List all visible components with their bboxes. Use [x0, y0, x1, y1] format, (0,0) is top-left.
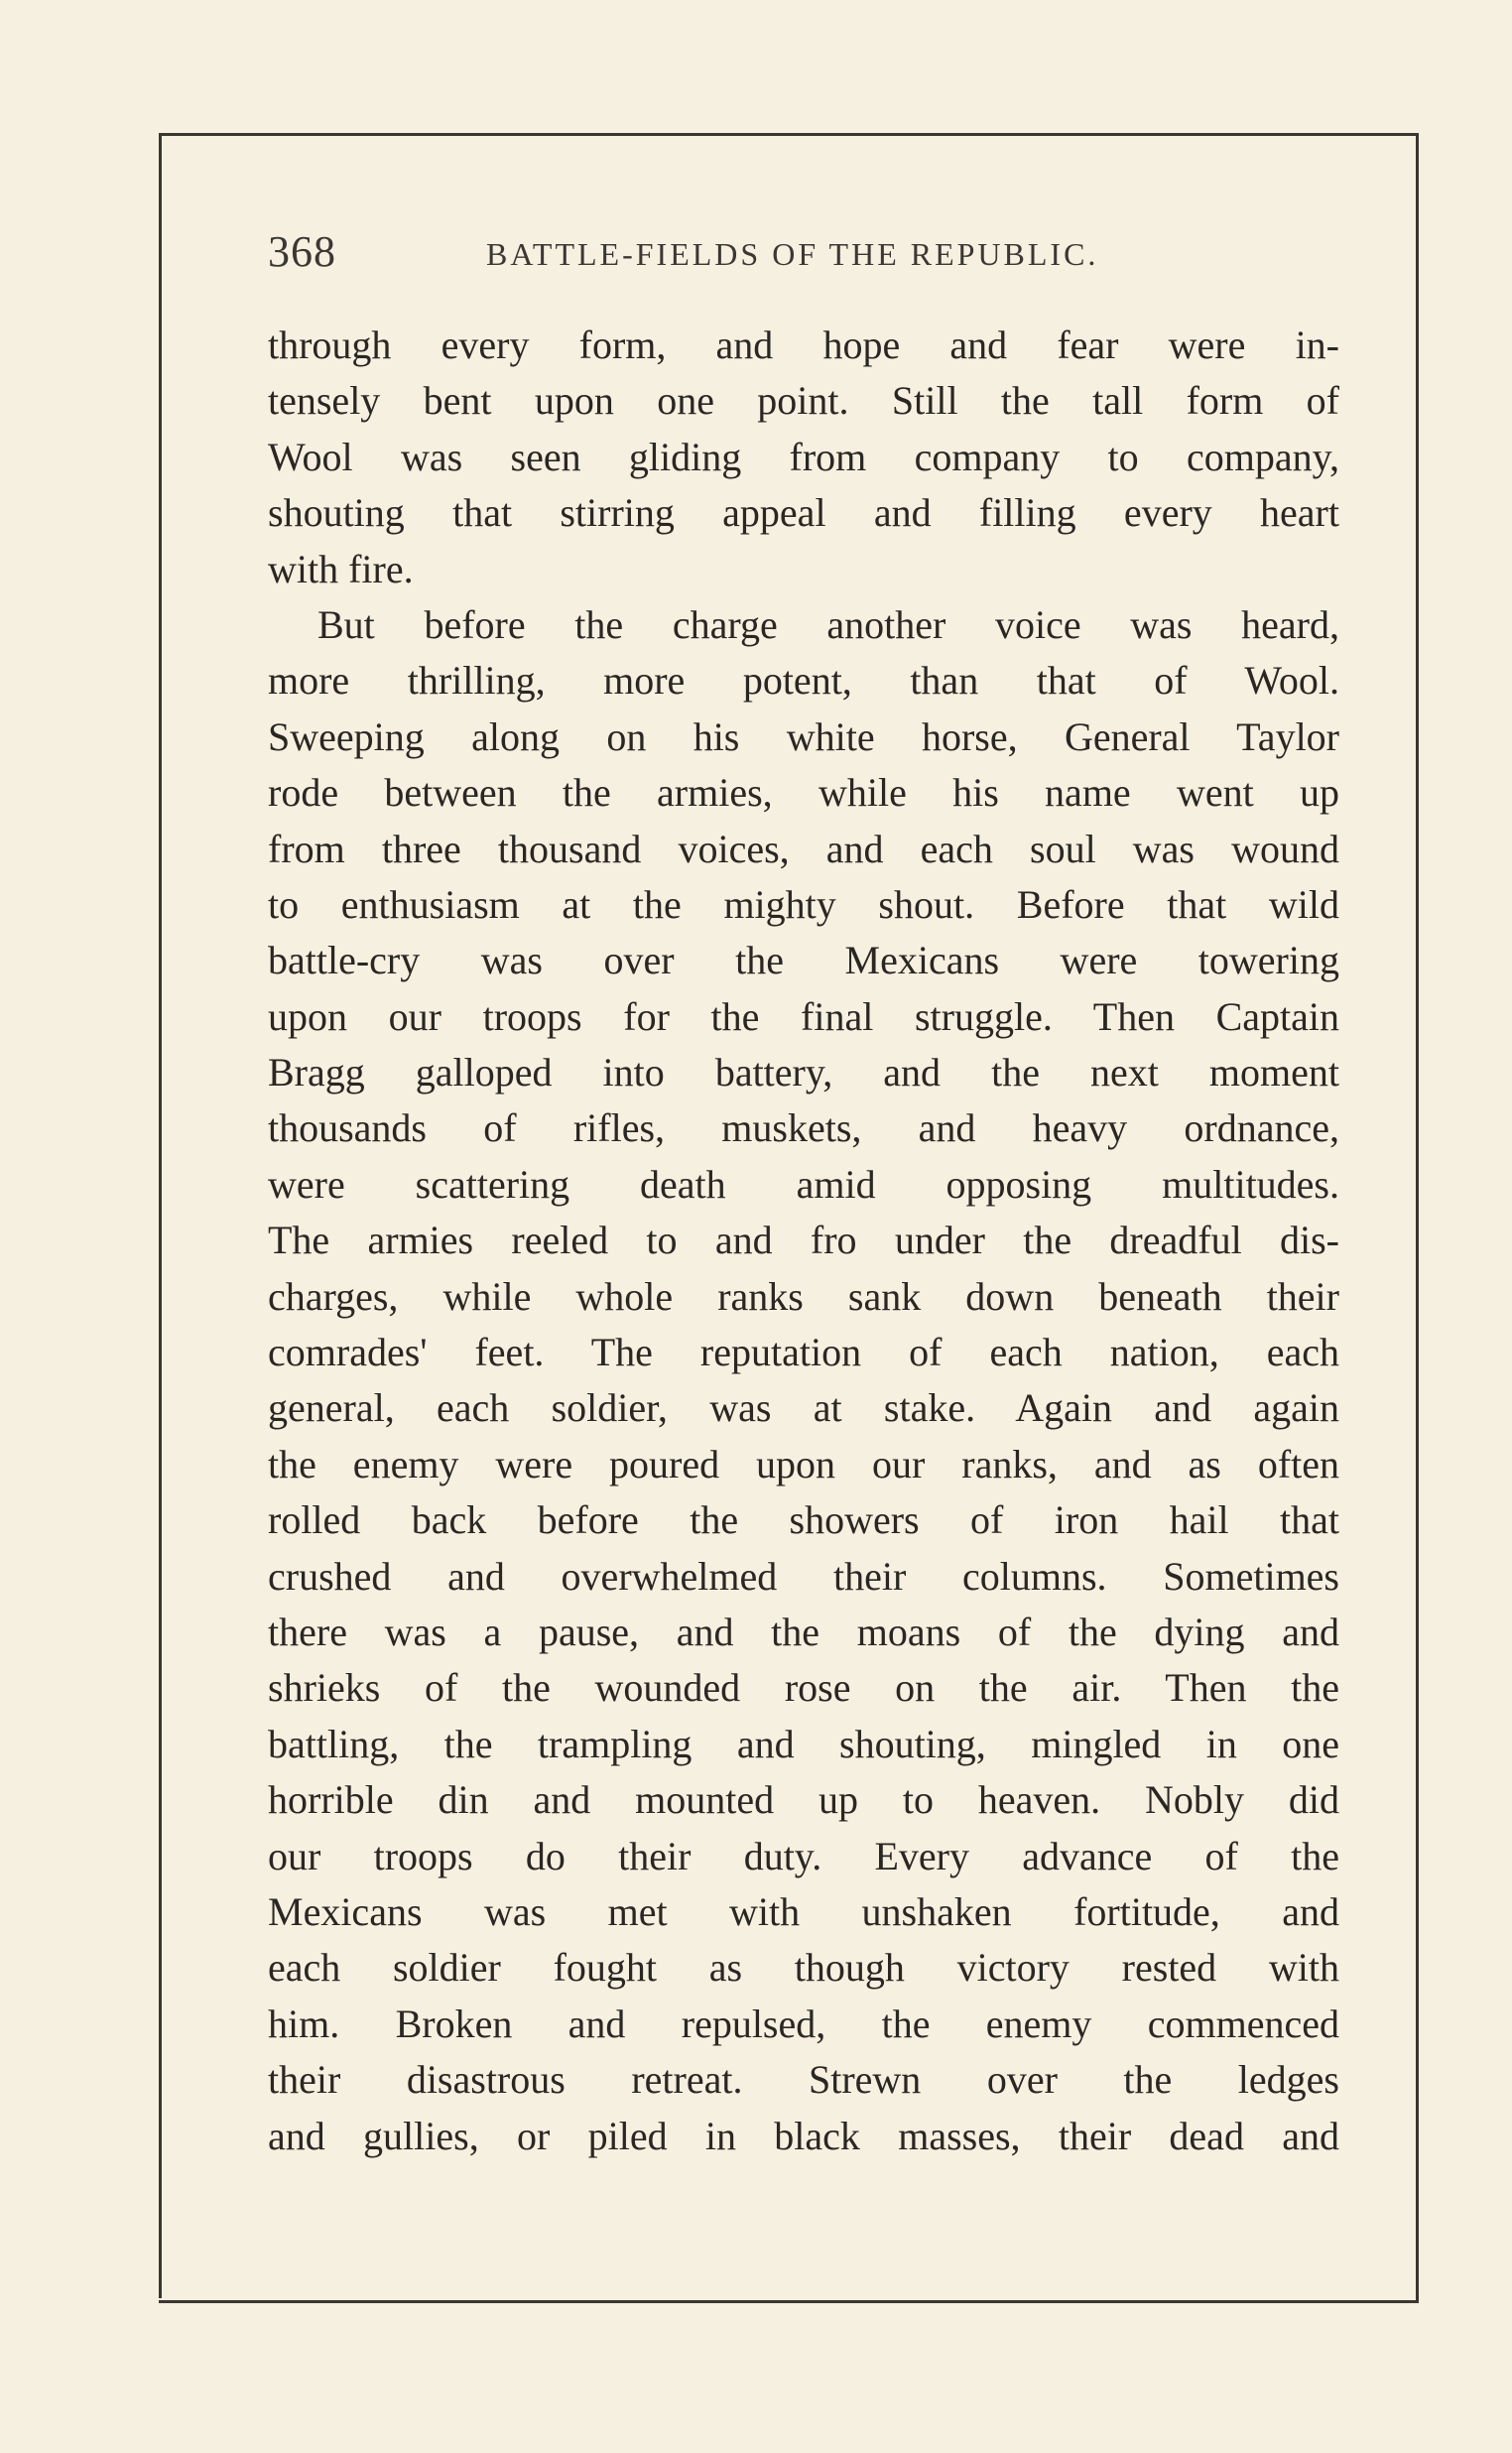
text-line: But before the charge another voice was heard,	[317, 601, 1339, 647]
text-line: shrieks of the wounded rose on the air. Then the	[268, 1665, 1339, 1711]
text-line: more thrilling, more potent, than that of Wool.	[268, 658, 1339, 704]
text-line: The armies reeled to and fro under the dreadful dis-	[268, 1218, 1339, 1263]
frame-left-rule	[159, 135, 162, 2298]
frame-right-rule	[1416, 133, 1419, 2302]
text-line: their disastrous retreat. Strewn over the ledges	[268, 2057, 1339, 2103]
text-line: with fire.	[268, 546, 414, 591]
text-line: horrible din and mounted up to heaven. Nobly did	[268, 1777, 1339, 1823]
text-line: general, each soldier, was at stake. Again and again	[268, 1385, 1339, 1431]
text-line: were scattering death amid opposing multitudes.	[268, 1161, 1339, 1207]
text-line: thousands of rifles, muskets, and heavy ordnance,	[268, 1105, 1339, 1151]
text-line: the enemy were poured upon our ranks, and as often	[268, 1441, 1339, 1486]
text-line: each soldier fought as though victory rested with	[268, 1945, 1339, 1991]
text-line: shouting that stirring appeal and filling every heart	[268, 490, 1339, 536]
text-line: and gullies, or piled in black masses, their dead and	[268, 2113, 1339, 2158]
text-line: our troops do their duty. Every advance of the	[268, 1833, 1339, 1878]
body-text	[268, 318, 1339, 2164]
running-head	[268, 226, 1339, 286]
text-line: him. Broken and repulsed, the enemy commenced	[268, 2001, 1339, 2046]
text-line: Mexicans was met with unshaken fortitude, and	[268, 1888, 1339, 1934]
frame-bottom-rule	[159, 2300, 1419, 2303]
text-line: crushed and overwhelmed their columns. Sometimes	[268, 1553, 1339, 1599]
frame-top-rule	[159, 133, 1419, 136]
text-line: battle-cry was over the Mexicans were towering	[268, 938, 1339, 983]
text-line: through every form, and hope and fear were in-	[268, 323, 1339, 367]
text-line: tensely bent upon one point. Still the tall form of	[268, 378, 1339, 424]
text-line: rode between the armies, while his name went up	[268, 770, 1339, 816]
text-line: to enthusiasm at the mighty shout. Before that wild	[268, 881, 1339, 927]
text-line: charges, while whole ranks sank down beneath their	[268, 1273, 1339, 1319]
text-line: Wool was seen gliding from company to company,	[268, 434, 1339, 479]
text-line: comrades' feet. The reputation of each nation, each	[268, 1330, 1339, 1375]
text-line: battling, the trampling and shouting, mingled in one	[268, 1721, 1339, 1766]
text-line: from three thousand voices, and each soul was wound	[268, 826, 1339, 871]
text-line: Bragg galloped into battery, and the next moment	[268, 1050, 1339, 1096]
text-line: upon our troops for the final struggle. Then Captain	[268, 993, 1339, 1039]
text-line: there was a pause, and the moans of the dying and	[268, 1609, 1339, 1654]
page-number: 368	[268, 227, 336, 276]
text-line: rolled back before the showers of iron hail that	[268, 1497, 1339, 1543]
running-title: BATTLE-FIELDS OF THE REPUBLIC.	[486, 236, 1099, 272]
text-line: Sweeping along on his white horse, General Taylor	[268, 713, 1339, 759]
